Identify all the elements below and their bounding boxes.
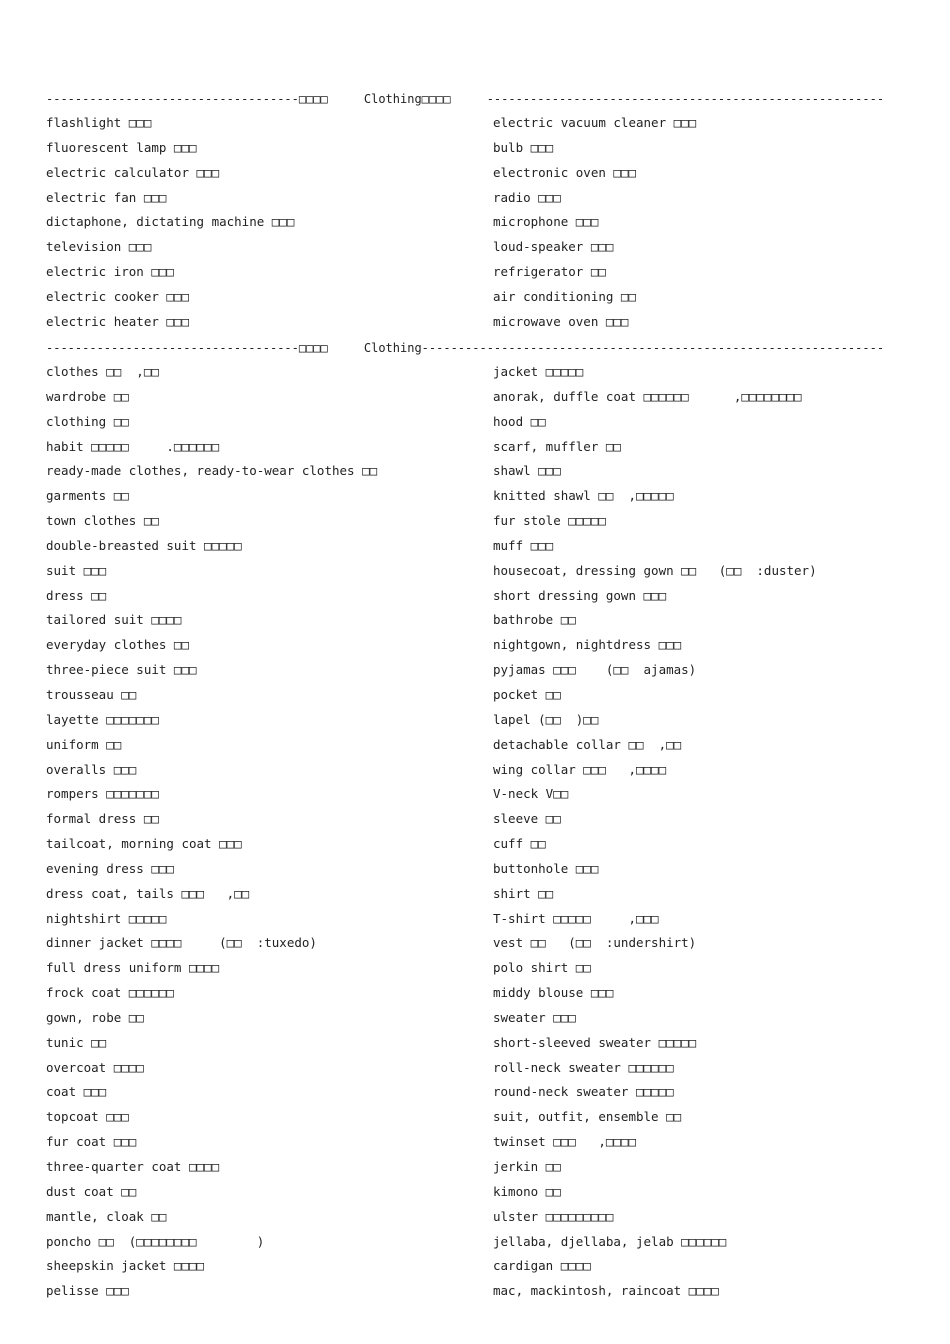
- list-item: evening dress □□□: [46, 860, 174, 876]
- list-item: formal dress □□: [46, 811, 159, 827]
- list-item: three-quarter coat □□□□: [46, 1159, 220, 1174]
- list-item: scarf, muffler □□: [493, 438, 621, 454]
- list-item: mac, mackintosh, raincoat □□□□: [493, 1283, 719, 1299]
- list-item: electric heater □□□: [46, 313, 189, 329]
- list-item: nightgown, nightdress □□□: [493, 637, 682, 653]
- list-item: middy blouse □□□: [493, 985, 614, 1001]
- list-item: habit □□□□□ .□□□□□□: [46, 438, 220, 454]
- list-item: nightshirt □□□□□: [46, 910, 167, 926]
- list-item: electric vacuum cleaner □□□: [493, 115, 697, 130]
- list-item: loud-speaker □□□: [493, 239, 614, 255]
- list-item: mantle, cloak □□: [46, 1208, 167, 1224]
- list-item: jellaba, djellaba, jelab □□□□□□: [493, 1233, 727, 1249]
- list-item: sheepskin jacket □□□□: [46, 1258, 205, 1274]
- list-item: fluorescent lamp □□□: [46, 139, 197, 155]
- list-item: twinset □□□ ,□□□□: [493, 1134, 636, 1150]
- list-item: dust coat □□: [46, 1183, 137, 1199]
- list-item: uniform □□: [46, 736, 122, 752]
- list-item: jacket □□□□□: [493, 364, 584, 379]
- list-item: dictaphone, dictating machine □□□: [46, 214, 295, 230]
- clothing-list-right: [493, 360, 817, 1304]
- list-item: overalls □□□: [46, 761, 137, 777]
- list-item: anorak, duffle coat □□□□□□ ,□□□□□□□□: [493, 388, 802, 404]
- electrical-list-left: [46, 111, 294, 335]
- list-item: dinner jacket □□□□ (□□ :tuxedo): [46, 935, 317, 951]
- list-item: ulster □□□□□□□□□: [493, 1208, 614, 1224]
- list-item: T-shirt □□□□□ ,□□□: [493, 910, 659, 926]
- list-item: flashlight □□□: [46, 115, 152, 130]
- list-item: knitted shawl □□ ,□□□□□: [493, 488, 674, 504]
- list-item: television □□□: [46, 239, 152, 255]
- section-header-electrical: -----------------------------------□□□□ Clothing□□□□ -------------------------------------------------------: [46, 92, 885, 106]
- list-item: cuff □□: [493, 836, 546, 852]
- list-item: tailcoat, morning coat □□□: [46, 836, 242, 852]
- list-item: vest □□ (□□ :undershirt): [493, 935, 697, 951]
- list-item: tailored suit □□□□: [46, 612, 182, 628]
- list-item: shawl □□□: [493, 463, 561, 479]
- list-item: gown, robe □□: [46, 1009, 144, 1025]
- list-item: overcoat □□□□: [46, 1059, 144, 1075]
- list-item: pelisse □□□: [46, 1283, 129, 1299]
- list-item: suit, outfit, ensemble □□: [493, 1109, 682, 1125]
- list-item: garments □□: [46, 488, 129, 504]
- list-item: electric fan □□□: [46, 189, 167, 205]
- list-item: detachable collar □□ ,□□: [493, 736, 682, 752]
- list-item: trousseau □□: [46, 686, 137, 702]
- list-item: electronic oven □□□: [493, 164, 636, 180]
- list-item: electric calculator □□□: [46, 164, 220, 180]
- list-item: buttonhole □□□: [493, 860, 599, 876]
- electrical-list-right: [493, 111, 696, 335]
- list-item: electric cooker □□□: [46, 288, 189, 304]
- list-item: sleeve □□: [493, 811, 561, 827]
- list-item: town clothes □□: [46, 513, 159, 529]
- list-item: tunic □□: [46, 1034, 107, 1050]
- list-item: full dress uniform □□□□: [46, 960, 220, 976]
- list-item: bulb □□□: [493, 139, 554, 155]
- list-item: clothing □□: [46, 413, 129, 429]
- section-header-clothing: -----------------------------------□□□□ Clothing----------------------------------------------------------------: [46, 341, 885, 355]
- list-item: air conditioning □□: [493, 288, 636, 304]
- list-item: dress □□: [46, 587, 107, 603]
- list-item: sweater □□□: [493, 1009, 576, 1025]
- list-item: polo shirt □□: [493, 960, 591, 976]
- list-item: coat □□□: [46, 1084, 107, 1100]
- list-item: muff □□□: [493, 537, 554, 553]
- list-item: cardigan □□□□: [493, 1258, 591, 1274]
- list-item: clothes □□ ,□□: [46, 364, 159, 379]
- list-item: wing collar □□□ ,□□□□: [493, 761, 667, 777]
- list-item: lapel (□□ )□□: [493, 711, 599, 727]
- list-item: poncho □□ (□□□□□□□□ ): [46, 1233, 265, 1249]
- list-item: jerkin □□: [493, 1159, 561, 1174]
- list-item: bathrobe □□: [493, 612, 576, 628]
- list-item: layette □□□□□□□: [46, 711, 159, 727]
- list-item: roll-neck sweater □□□□□□: [493, 1059, 674, 1075]
- list-item: microwave oven □□□: [493, 313, 629, 329]
- list-item: V-neck V□□: [493, 786, 569, 802]
- list-item: short dressing gown □□□: [493, 587, 667, 603]
- list-item: housecoat, dressing gown □□ (□□ :duster): [493, 562, 817, 578]
- list-item: suit □□□: [46, 562, 107, 578]
- list-item: rompers □□□□□□□: [46, 786, 159, 802]
- list-item: three-piece suit □□□: [46, 662, 197, 678]
- list-item: hood □□: [493, 413, 546, 429]
- list-item: fur coat □□□: [46, 1134, 137, 1150]
- list-item: round-neck sweater □□□□□: [493, 1084, 674, 1100]
- list-item: dress coat, tails □□□ ,□□: [46, 885, 250, 901]
- list-item: fur stole □□□□□: [493, 513, 606, 529]
- list-item: shirt □□: [493, 885, 554, 901]
- list-item: kimono □□: [493, 1183, 561, 1199]
- list-item: wardrobe □□: [46, 388, 129, 404]
- list-item: pocket □□: [493, 686, 561, 702]
- list-item: double-breasted suit □□□□□: [46, 537, 242, 553]
- list-item: topcoat □□□: [46, 1109, 129, 1125]
- list-item: everyday clothes □□: [46, 637, 189, 653]
- list-item: short-sleeved sweater □□□□□: [493, 1034, 697, 1050]
- list-item: pyjamas □□□ (□□ ajamas): [493, 662, 697, 678]
- list-item: radio □□□: [493, 189, 561, 205]
- list-item: frock coat □□□□□□: [46, 985, 174, 1001]
- list-item: electric iron □□□: [46, 264, 174, 280]
- list-item: ready-made clothes, ready-to-wear clothes □□: [46, 463, 378, 479]
- list-item: refrigerator □□: [493, 264, 606, 280]
- list-item: microphone □□□: [493, 214, 599, 230]
- clothing-list-left: [46, 360, 377, 1304]
